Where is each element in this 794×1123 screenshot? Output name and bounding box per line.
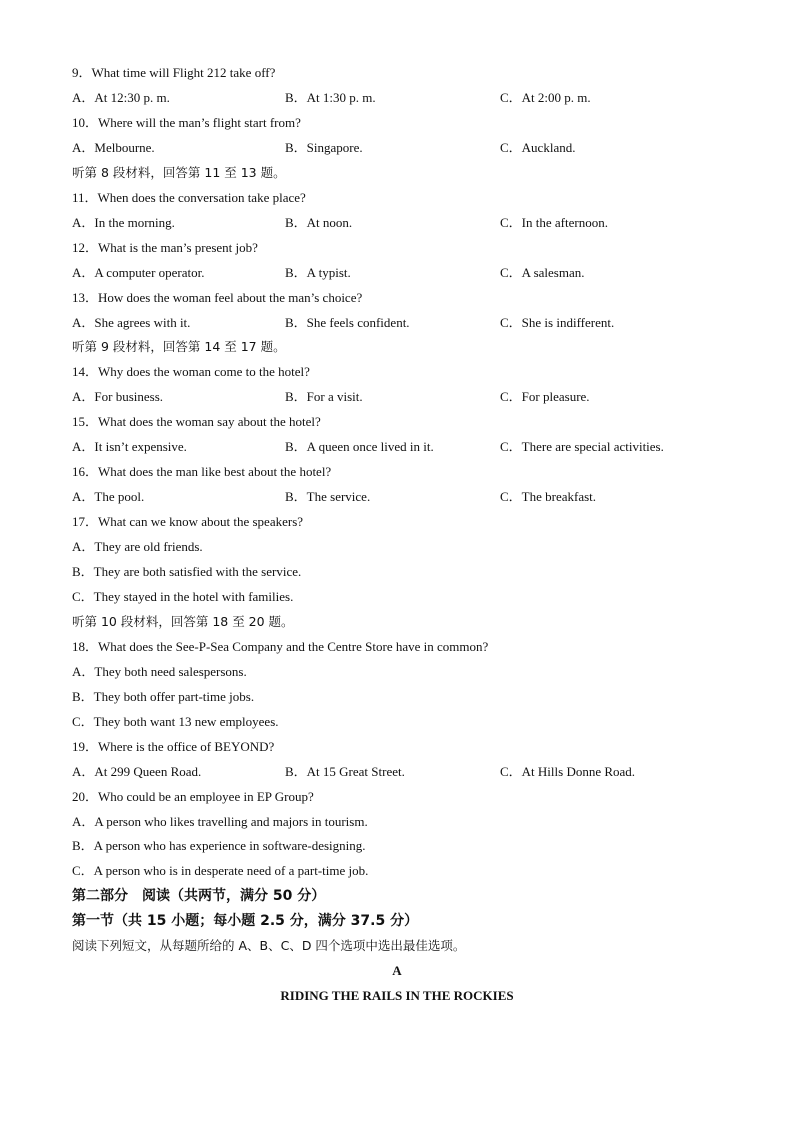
option-text: B．At 15 Great Street. <box>285 763 405 779</box>
option-text: C．In the afternoon. <box>500 214 608 230</box>
question-line: C．They stayed in the hotel with families. <box>72 588 294 604</box>
section-heading: 第一节（共 15 小题；每小题 2.5 分，满分 37.5 分） <box>72 913 419 930</box>
question-line: 9．What time will Flight 212 take off? <box>72 65 276 80</box>
question-line: 17．What can we know about the speakers? <box>72 514 304 530</box>
question-line: 20．Who could be an employee in EP Group? <box>72 788 314 804</box>
option-text: A．At 12:30 p. m. <box>72 89 170 105</box>
option-text: C．There are special activities. <box>500 439 664 455</box>
question-line: 14．Why does the woman come to the hotel? <box>72 364 310 380</box>
question-line: 16．What does the man like best about the hotel? <box>72 464 332 480</box>
section-instruction: 听第 9 段材料，回答第 14 至 17 题。 <box>72 339 286 355</box>
option-text: B．At noon. <box>285 214 353 230</box>
question-line: B．They both offer part-time jobs. <box>72 688 255 704</box>
question-line: A．They are old friends. <box>72 539 203 555</box>
question-line: 10．Where will the man’s flight start from? <box>72 114 301 130</box>
option-text: B．A typist. <box>285 264 351 280</box>
option-text: A．It isn’t expensive. <box>72 439 187 455</box>
option-text: A．At 299 Queen Road. <box>72 763 202 779</box>
option-text: C．The breakfast. <box>500 489 597 505</box>
question-line: A．A person who likes travelling and majors in tourism. <box>72 813 368 829</box>
option-text: B．She feels confident. <box>285 314 410 330</box>
section-instruction: 听第 8 段材料，回答第 11 至 13 题。 <box>72 164 286 180</box>
option-text: C．At Hills Donne Road. <box>500 763 636 779</box>
option-text: C．For pleasure. <box>500 389 590 405</box>
option-text: A．For business. <box>72 389 164 405</box>
question-line: 13．How does the woman feel about the man’s choice? <box>72 289 363 305</box>
option-text: B．The service. <box>285 489 371 505</box>
option-text: A．The pool. <box>72 489 145 505</box>
option-text: A．In the morning. <box>72 214 175 230</box>
option-text: B．For a visit. <box>285 389 363 405</box>
question-line: 18．What does the See-P-Sea Company and the Centre Store have in common? <box>72 638 489 654</box>
option-text: C．Auckland. <box>500 139 576 155</box>
question-line: B．They are both satisfied with the service. <box>72 564 302 579</box>
section-heading: 第二部分 阅读（共两节，满分 50 分） <box>72 888 326 905</box>
question-line: A．They both need salespersons. <box>72 663 247 679</box>
passage-title: RIDING THE RAILS IN THE ROCKIES <box>280 988 514 1003</box>
question-line: 12．What is the man’s present job? <box>72 239 258 255</box>
question-line: C．A person who is in desperate need of a part-time job. <box>72 863 369 879</box>
option-text: B．A queen once lived in it. <box>285 439 434 455</box>
section-instruction: 阅读下列短文，从每题所给的 A、B、C、D 四个选项中选出最佳选项。 <box>72 938 466 954</box>
option-text: B．At 1:30 p. m. <box>285 89 376 105</box>
option-text: A．A computer operator. <box>72 264 205 280</box>
section-instruction: 听第 10 段材料，回答第 18 至 20 题。 <box>72 613 294 629</box>
question-line: 19．Where is the office of BEYOND? <box>72 738 275 754</box>
question-line: B．A person who has experience in software-designing. <box>72 838 366 854</box>
option-text: C．A salesman. <box>500 264 585 280</box>
option-text: C．At 2:00 p. m. <box>500 89 591 105</box>
option-text: A．She agrees with it. <box>72 314 191 330</box>
question-line: 11．When does the conversation take place? <box>72 189 306 205</box>
option-text: B．Singapore. <box>285 139 363 155</box>
passage-letter: A <box>392 963 402 978</box>
question-line: 15．What does the woman say about the hotel? <box>72 414 321 430</box>
option-text: C．She is indifferent. <box>500 314 615 330</box>
option-text: A．Melbourne. <box>72 139 155 155</box>
question-line: C．They both want 13 new employees. <box>72 713 279 729</box>
